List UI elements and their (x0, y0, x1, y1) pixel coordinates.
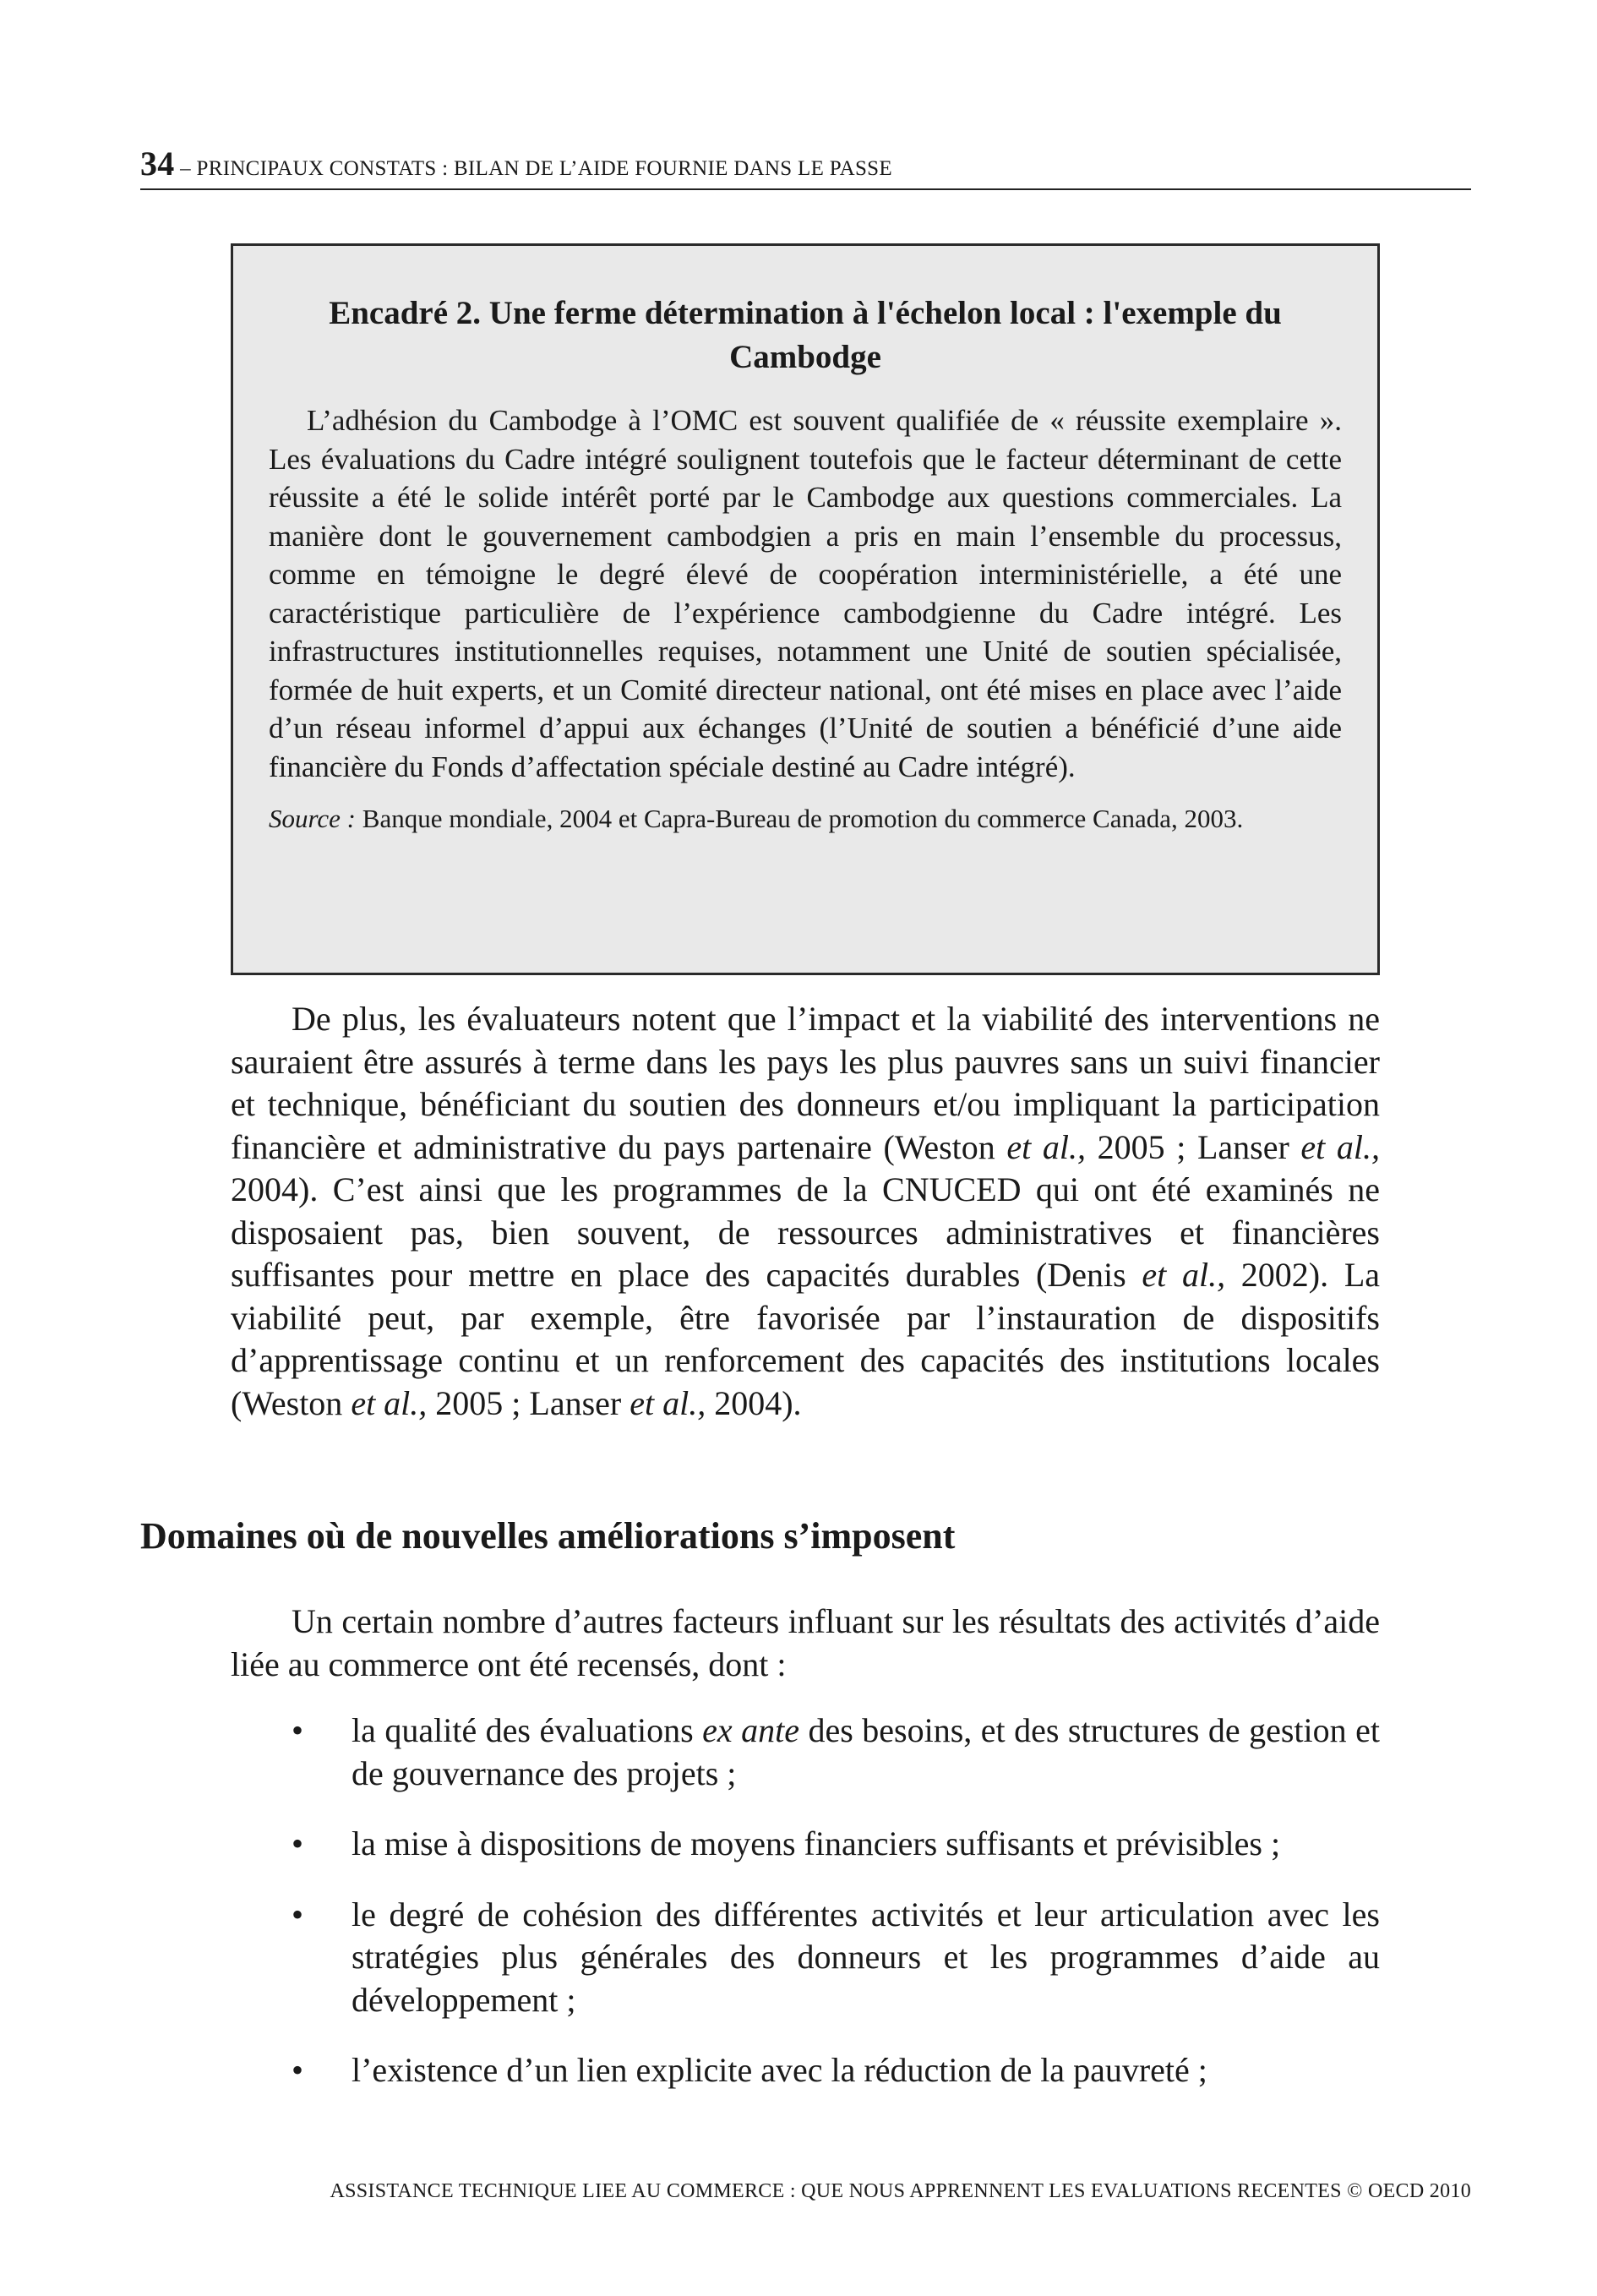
bullet-icon: • (292, 1895, 304, 1933)
paragraph-text: 2004). C’est ainsi que les programmes de la CNUCED qui ont été examinés ne disposaient pas, bien souvent, de ressources administratives et financières suffisantes pour mettre en place des capacités durables (Denis (231, 1170, 1380, 1294)
list-item-text: le degré de cohésion des différentes activités et leur articulation avec les stratégies plus générales des donneurs et les programmes d’aide au développement ; (352, 1895, 1380, 2019)
box-encadre-2 (231, 243, 1380, 975)
list-item-emphasis: ex ante (702, 1711, 799, 1749)
list-item-text: la mise à dispositions de moyens financiers suffisants et prévisibles ; (352, 1824, 1281, 1862)
source-text: Banque mondiale, 2004 et Capra-Bureau de promotion du commerce Canada, 2003. (356, 804, 1244, 833)
list-item (231, 2049, 1380, 2092)
running-title: – PRINCIPAUX CONSTATS : BILAN DE L’AIDE FOURNIE DANS LE PASSE (174, 157, 892, 180)
paragraph-factors (231, 1601, 1380, 1686)
paragraph-viability (231, 998, 1380, 1425)
citation-etal: et al., (351, 1383, 428, 1422)
paragraph-text: 2005 ; Lanser (427, 1383, 630, 1422)
list-item-text: la qualité des évaluations (352, 1711, 703, 1749)
citation-etal: et al., (1300, 1127, 1381, 1166)
bullet-icon: • (292, 1824, 304, 1862)
page-number: 34 (140, 145, 175, 183)
running-header (140, 144, 1471, 190)
citation-etal: et al., (1006, 1127, 1086, 1166)
source-label: Source : (269, 804, 357, 833)
paragraph-text: 2002). La viabilité peut, par exemple, être favorisée par l’instauration de dispositifs d’apprentissage continu et un renforcement des capacités des institutions locales (Weston (231, 1256, 1381, 1422)
section-heading: Domaines où de nouvelles améliorations s’imposent (140, 1515, 956, 1557)
bullet-icon: • (292, 1711, 304, 1749)
list-item (231, 1710, 1380, 1795)
citation-etal: et al., (630, 1383, 706, 1422)
box-title: Encadré 2. Une ferme détermination à l'échelon local : l'exemple du Cambodge (329, 295, 1282, 375)
paragraph-text: Un certain nombre d’autres facteurs influant sur les résultats des activités d’aide liée au commerce ont été recensés, dont : (231, 1602, 1380, 1683)
paragraph-text: 2004). (706, 1383, 802, 1422)
paragraph-text: 2005 ; Lanser (1086, 1127, 1301, 1166)
list-item (231, 1894, 1380, 2022)
citation-etal: et al., (1142, 1256, 1226, 1294)
box-source (269, 801, 1342, 836)
list-item-text: l’existence d’un lien explicite avec la réduction de la pauvreté ; (352, 2051, 1207, 2089)
factors-list (231, 1710, 1380, 2120)
bullet-icon: • (292, 2051, 304, 2089)
paragraph-text: De plus, les évaluateurs notent que l’impact et la viabilité des interventions ne sauraient être assurés à terme dans les pays les plus pauvres sans un suivi financier et technique, bénéficiant du soutien des donneurs et/ou impliquant la participation financière et administrative du pays partenaire (Weston (231, 1000, 1380, 1166)
page-footer: ASSISTANCE TECHNIQUE LIEE AU COMMERCE : QUE NOUS APPRENNENT LES EVALUATIONS RECENTES © OECD 2010 (330, 2180, 1471, 2202)
list-item-text: des besoins, et des structures de gestion et de gouvernance des projets ; (352, 1711, 1381, 1792)
list-item (231, 1823, 1380, 1866)
box-body: L’adhésion du Cambodge à l’OMC est souvent qualifiée de « réussite exemplaire ». Les évaluations du Cadre intégré soulignent toutefois que le facteur déterminant de cette réussite a été le solide intérêt porté par le Cambodge aux questions commerciales. La manière dont le gouvernement cambodgien a pris en main l’ensemble du processus, comme en témoigne le degré élevé de coopération interministérielle, a été une caractéristique particulière de l’expérience cambodgienne du Cadre intégré. Les infrastructures institutionnelles requises, notamment une Unité de soutien spécialisée, formée de huit experts, et un Comité directeur national, ont été mises en place avec l’aide d’un réseau informel d’appui aux échanges (l’Unité de soutien a bénéficié d’une aide financière du Fonds d’affectation spéciale destiné au Cadre intégré). (269, 404, 1342, 783)
